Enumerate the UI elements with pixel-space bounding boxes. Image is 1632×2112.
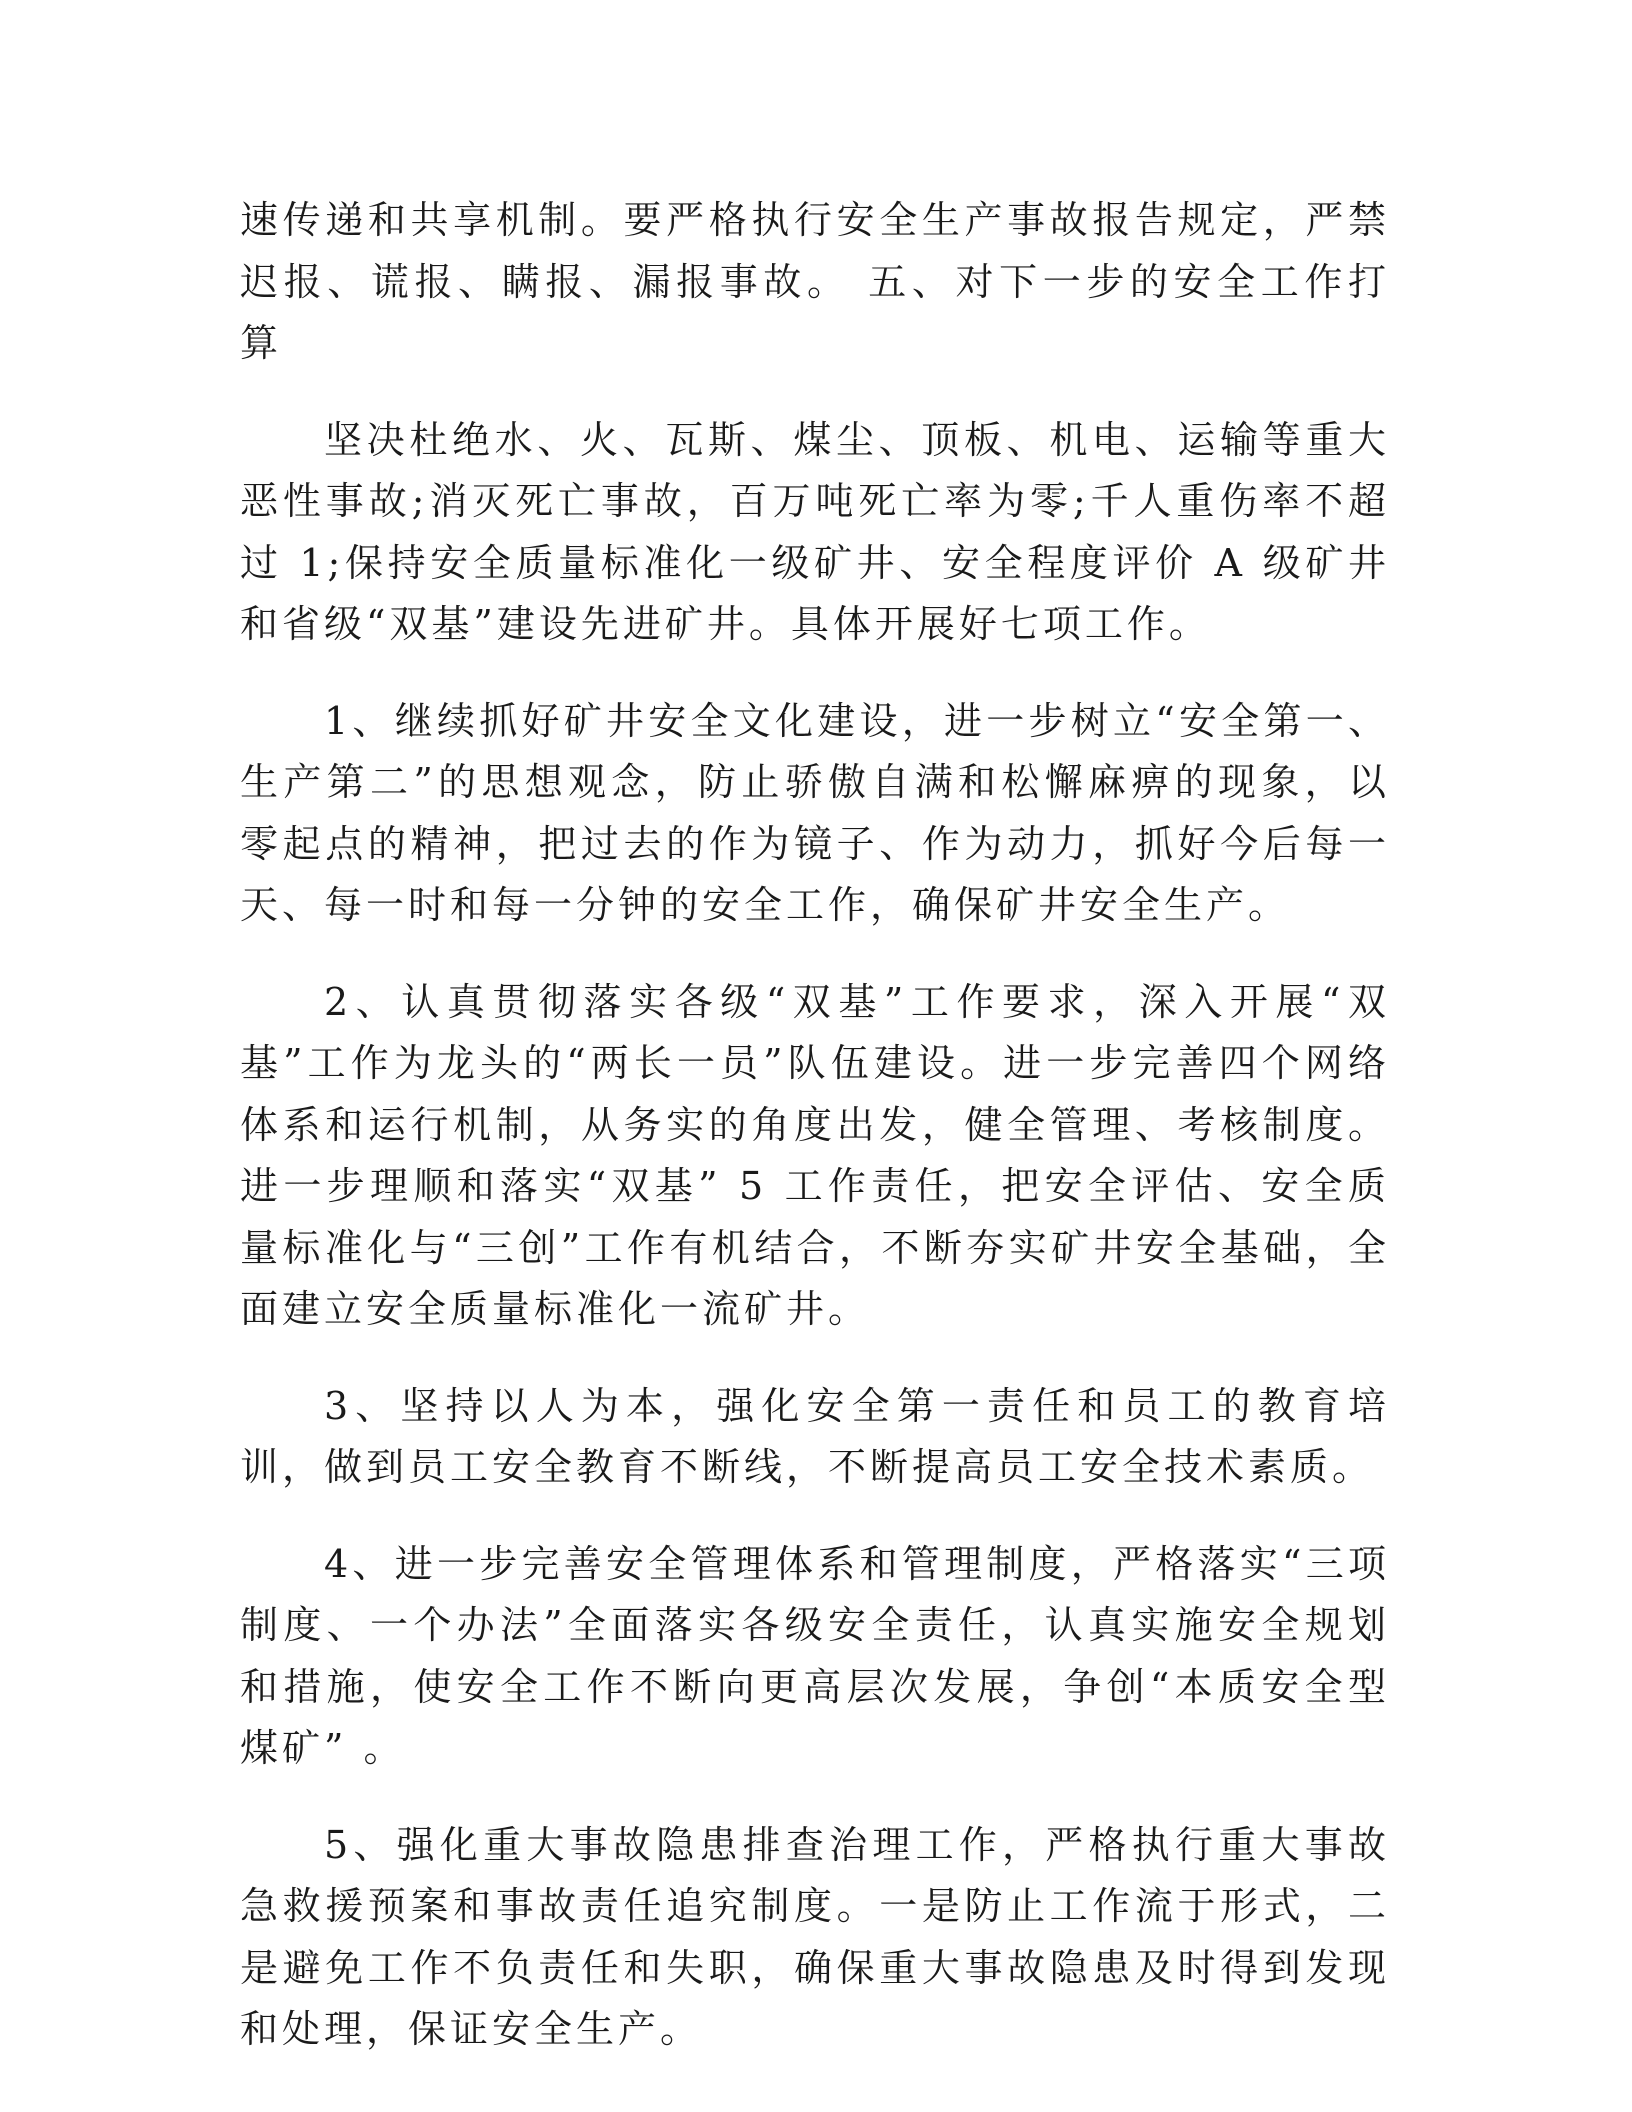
- paragraph-item-4: 4、进一步完善安全管理体系和管理制度，严格落实“三项制度、一个办法”全面落实各级安全责任，认真实施安全规划和措施，使安全工作不断向更高层次发展，争创“本质安全型煤矿” 。: [240, 1541, 1390, 1770]
- paragraph-safety-goals: 坚决杜绝水、火、瓦斯、煤尘、顶板、机电、运输等重大恶性事故;消灭死亡事故，百万吨死亡率为零;千人重伤率不超过 1;保持安全质量标准化一级矿井、安全程度评价 A 级矿井和省级“双基”建设先进矿井。具体开展好七项工作。: [240, 417, 1390, 646]
- paragraph-item-5: 5、强化重大事故隐患排查治理工作，严格执行重大事故急救援预案和事故责任追究制度。一是防止工作流于形式，二是避免工作不负责任和失职，确保重大事故隐患及时得到发现和处理，保证安全生产。: [240, 1822, 1390, 2051]
- paragraph-continuation: 速传递和共享机制。要严格执行安全生产事故报告规定，严禁迟报、谎报、瞒报、漏报事故。 五、对下一步的安全工作打算: [240, 198, 1390, 365]
- paragraph-item-2: 2、认真贯彻落实各级“双基”工作要求，深入开展“双基”工作为龙头的“两长一员”队伍建设。进一步完善四个网络体系和运行机制，从务实的角度出发，健全管理、考核制度。进一步理顺和落实“双基” 5 工作责任，把安全评估、安全质量标准化与“三创”工作有机结合，不断夯实矿井安全基础，全面建立安全质量标准化一流矿井。: [240, 979, 1390, 1331]
- paragraph-item-1: 1、继续抓好矿井安全文化建设，进一步树立“安全第一、生产第二”的思想观念，防止骄傲自满和松懈麻痹的现象，以零起点的精神，把过去的作为镜子、作为动力，抓好今后每一天、每一时和每一分钟的安全工作，确保矿井安全生产。: [240, 698, 1390, 927]
- paragraph-item-3: 3、坚持以人为本，强化安全第一责任和员工的教育培训，做到员工安全教育不断线，不断提高员工安全技术素质。: [240, 1383, 1390, 1489]
- document-body: [240, 190, 1390, 2096]
